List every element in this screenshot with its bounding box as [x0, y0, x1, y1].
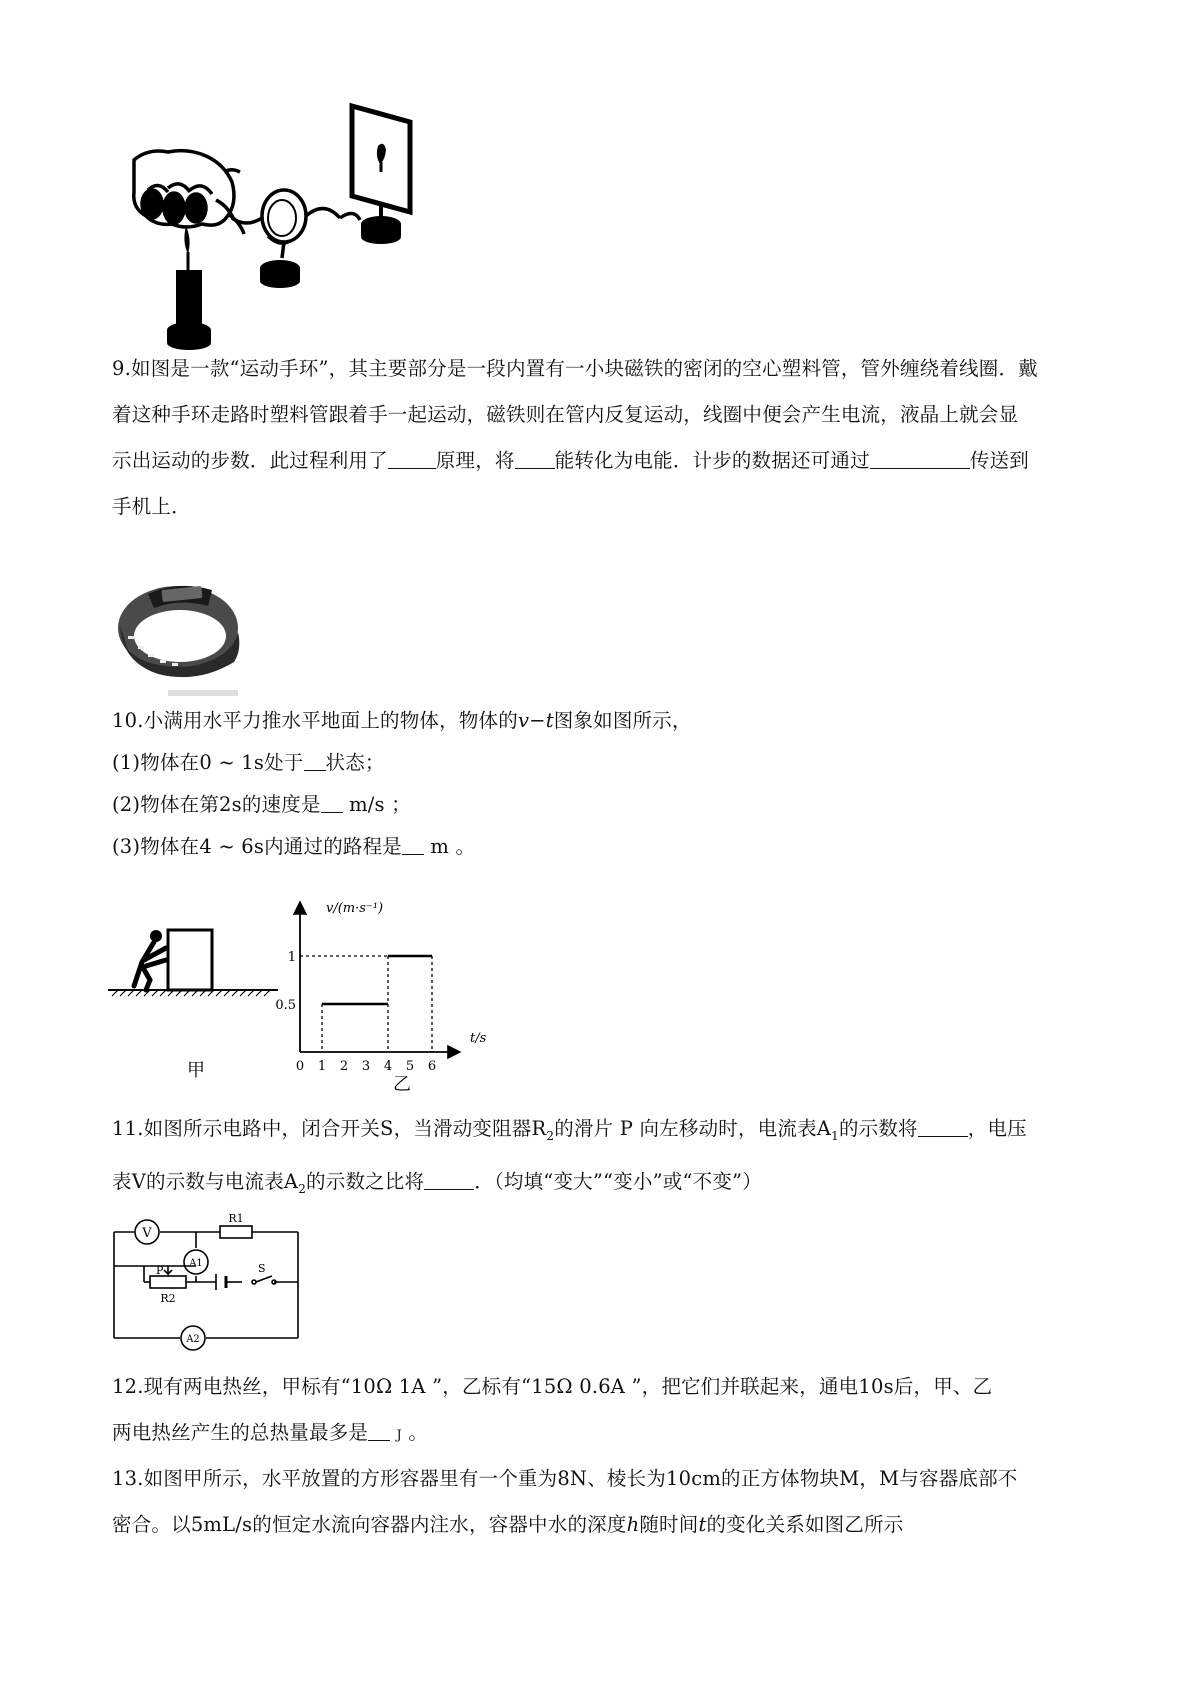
question-text: 传送到 — [969, 449, 1029, 472]
answer-blank — [515, 446, 555, 469]
math-symbol: A — [816, 1117, 832, 1140]
question-text: 的变化关系如图乙所示 — [706, 1513, 904, 1536]
question-text: 。 — [408, 1421, 429, 1444]
question-text: 的正方体物块 — [721, 1467, 840, 1490]
switch-s-label: S — [258, 1262, 266, 1275]
answer-blank — [321, 790, 343, 813]
question-text: 的示数将 — [838, 1117, 918, 1140]
unit: J — [396, 1428, 402, 1443]
math-value: 10s — [858, 1375, 894, 1398]
question-text: 小满用水平力推水平地面上的物体，物体的 — [143, 709, 518, 732]
velocity-time-graph — [275, 896, 510, 1096]
question-text: 的示数与电流表 — [146, 1169, 284, 1193]
screen-on-stand — [352, 106, 410, 244]
answer-blank — [304, 748, 326, 771]
eyeglasses-on-stand — [217, 170, 360, 288]
unit: m/s — [349, 793, 385, 816]
slider-p-label: P — [156, 1264, 164, 1277]
subscript: 2 — [546, 1128, 555, 1143]
optics-experiment-illustration — [128, 100, 458, 370]
question-text: 如图是一款“运动手环”，其主要部分是一段内置有一小块磁铁的密闭的空心塑料管，管外缠绕着线圈．戴 — [131, 357, 1038, 380]
math-value: 10cm — [666, 1467, 722, 1490]
circuit-diagram — [110, 1210, 310, 1345]
x-tick-label: 0 — [295, 1059, 305, 1074]
question-text: 向左移动时，电流表 — [639, 1117, 817, 1140]
x-axis-label: t/s — [470, 1031, 487, 1046]
math-symbol: R — [531, 1117, 547, 1140]
x-tick-label: 4 — [383, 1059, 393, 1074]
question-10 — [112, 698, 1102, 870]
question-number: 9. — [112, 357, 132, 380]
question-text: 密合。以 — [112, 1513, 191, 1536]
question-text: 如图所示电路中，闭合开关 — [143, 1117, 381, 1140]
math-symbol: M — [839, 1467, 860, 1490]
answer-blank — [388, 446, 436, 469]
question-text: 随时间 — [639, 1513, 699, 1536]
math-value: 4 ~ 6s — [199, 835, 265, 858]
x-tick-label: 2 — [339, 1059, 349, 1074]
question-text: 如图甲所示，水平放置的方形容器里有一个重为 — [143, 1467, 558, 1490]
math-symbol: S — [380, 1117, 394, 1140]
math-symbol: h — [626, 1513, 640, 1536]
math-symbol: V — [131, 1169, 146, 1193]
question-12 — [112, 1364, 1102, 1459]
voltmeter-label: V — [142, 1226, 152, 1241]
x-tick-label: 3 — [361, 1059, 371, 1074]
question-text: 的速度是 — [241, 793, 321, 816]
question-text: (1)物体在 — [112, 751, 200, 774]
ammeter-a2-label: A2 — [186, 1334, 200, 1345]
r1-label: R1 — [228, 1212, 244, 1225]
question-text: 、棱长为 — [587, 1467, 667, 1490]
math-symbol: − — [529, 709, 546, 732]
question-text: 内通过的路程是 — [264, 835, 402, 858]
question-text: ”，把它们并联起来，通电 — [625, 1375, 859, 1398]
question-text: ”，乙标有“ — [425, 1375, 532, 1398]
question-text: (2)物体在第 — [112, 793, 220, 816]
math-symbol: P — [619, 1117, 634, 1140]
answer-blank — [368, 1418, 390, 1441]
math-value: 15Ω 0.6A — [531, 1375, 626, 1398]
figure-label-yi: 乙 — [393, 1074, 411, 1095]
math-value: 10Ω 1A — [350, 1375, 426, 1398]
question-text: ， — [859, 1467, 880, 1490]
question-number: 10. — [112, 709, 144, 732]
question-text: 表 — [112, 1169, 132, 1193]
question-text: 的滑片 — [554, 1117, 614, 1140]
question-text: 手机上． — [112, 495, 191, 518]
question-text: 处于 — [264, 751, 304, 774]
question-text: ，电压 — [967, 1117, 1027, 1140]
ammeter-a1-label: A1 — [189, 1258, 203, 1269]
question-number: 11. — [112, 1117, 144, 1140]
question-text: 与容器底部不 — [899, 1467, 1018, 1490]
question-text: 原理，将 — [435, 449, 515, 472]
subscript: 1 — [831, 1128, 839, 1143]
unit: m — [430, 835, 450, 858]
math-symbol: A — [283, 1169, 299, 1193]
question-text: 着这种手环走路时塑料管跟着手一起运动，磁铁则在管内反复运动，线圈中便会产生电流，液晶上就会显 — [112, 403, 1019, 426]
math-value: 5mL/s — [190, 1513, 253, 1536]
math-symbol: v — [517, 709, 530, 732]
question-text: 图象如图所示， — [553, 709, 692, 732]
answer-blank — [424, 1167, 474, 1190]
question-11 — [112, 1106, 1102, 1212]
question-text: 。 — [455, 835, 476, 858]
x-tick-label: 1 — [317, 1059, 327, 1074]
x-tick-label: 6 — [427, 1059, 437, 1074]
person-pushing-box-figure — [108, 920, 278, 1082]
lit-candle — [167, 226, 211, 350]
question-text: 状态； — [325, 751, 385, 774]
question-text: ．（均填“变大”“变小”或“不变”） — [474, 1169, 762, 1193]
answer-blank — [918, 1114, 968, 1137]
y-tick-label: 0.5 — [275, 998, 296, 1013]
question-text: 能转化为电能．计步的数据还可通过 — [554, 449, 870, 472]
y-axis-label: v/(m·s⁻¹) — [326, 901, 384, 916]
question-text: 的恒定水流向容器内注水，容器中水的深度 — [252, 1513, 627, 1536]
question-9 — [112, 346, 1102, 530]
question-text: 现有两电热丝，甲标有“ — [143, 1375, 351, 1398]
question-number: 13. — [112, 1467, 144, 1490]
x-tick-label: 5 — [405, 1059, 415, 1074]
question-number: 12. — [112, 1375, 144, 1398]
y-tick-label: 1 — [287, 950, 296, 965]
fitness-band-image — [108, 566, 248, 696]
r2-label: R2 — [160, 1292, 176, 1305]
question-text: 示出运动的步数．此过程利用了 — [112, 449, 388, 472]
question-text: 后，甲、乙 — [893, 1375, 993, 1398]
math-symbol: t — [545, 709, 554, 732]
question-text: 的示数之比将 — [306, 1169, 425, 1193]
math-value: 2s — [219, 793, 242, 816]
question-text: (3)物体在 — [112, 835, 200, 858]
subscript: 2 — [298, 1181, 307, 1196]
answer-blank — [402, 832, 424, 855]
math-value: 0 ~ 1s — [199, 751, 265, 774]
figure-label-jia: 甲 — [187, 1060, 205, 1081]
question-text: ，当滑动变阻器 — [393, 1117, 532, 1140]
math-value: 8N — [557, 1467, 588, 1490]
question-text: ； — [391, 793, 411, 816]
question-text: 两电热丝产生的总热量最多是 — [112, 1421, 369, 1444]
math-symbol: t — [698, 1513, 707, 1536]
math-symbol: M — [879, 1467, 900, 1490]
answer-blank — [870, 446, 970, 469]
question-13 — [112, 1456, 1102, 1548]
hand-holding-lens — [134, 151, 244, 234]
